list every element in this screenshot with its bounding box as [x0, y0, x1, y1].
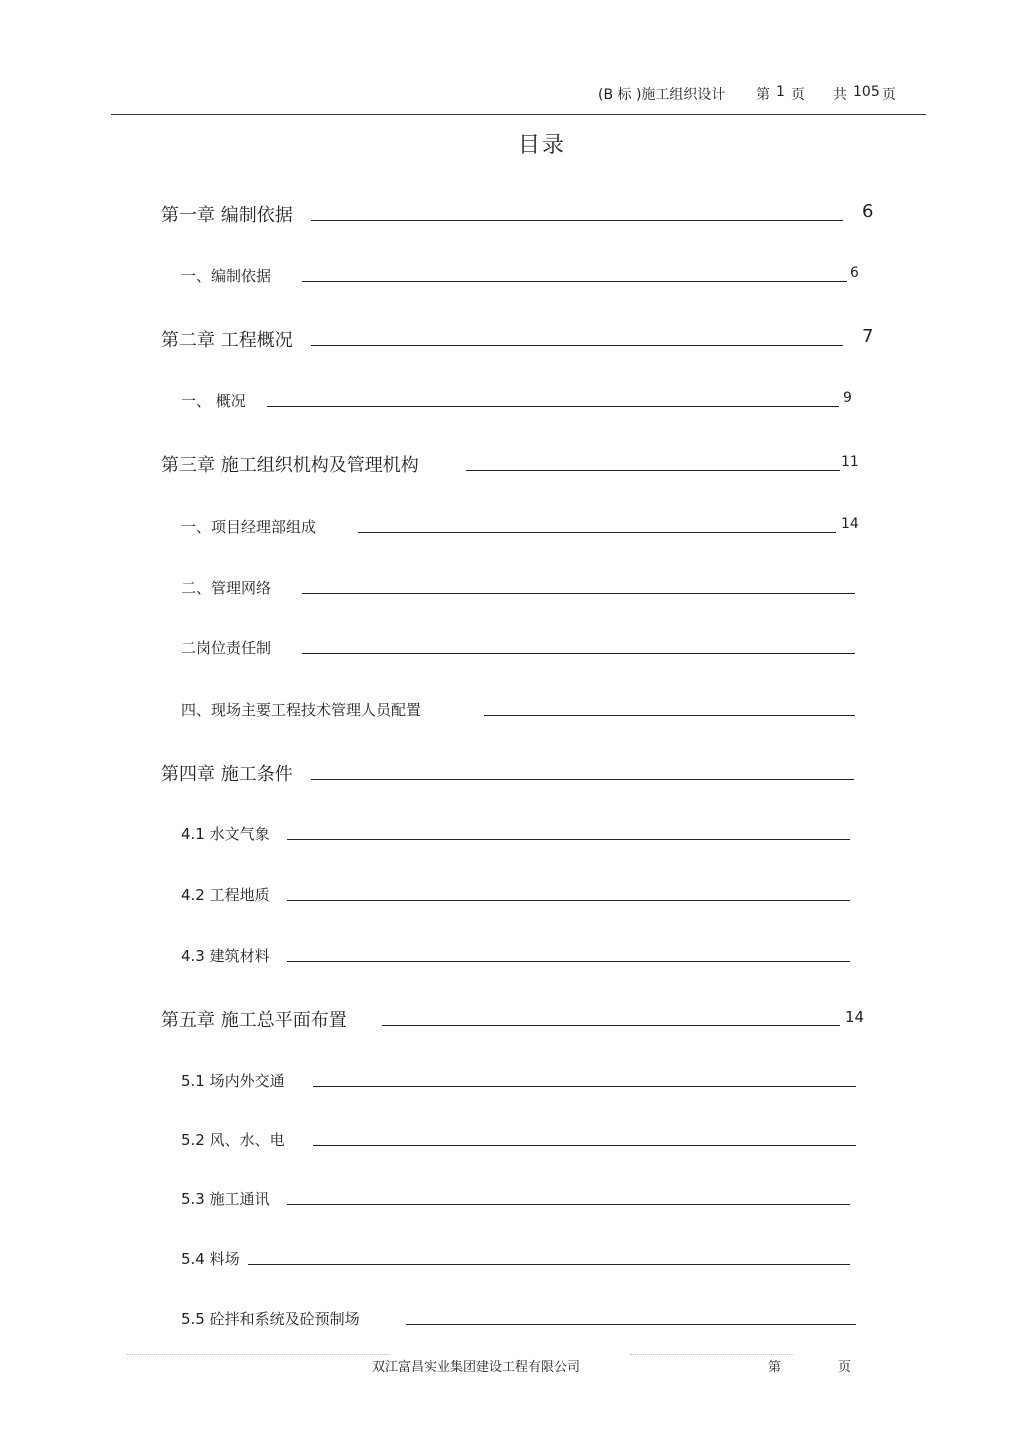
toc-leader-line	[287, 1204, 850, 1205]
page-title: 目录	[517, 133, 566, 158]
toc-entry-page: 9	[843, 390, 852, 406]
header-total-number: 105	[853, 84, 880, 100]
toc-leader-line	[302, 593, 855, 594]
toc-entry-label: 5.5 砼拌和系统及砼预制场	[181, 1310, 360, 1328]
toc-entry-label: 4.3 建筑材料	[181, 947, 270, 965]
toc-leader-line	[287, 900, 850, 901]
toc-entry-page: 7	[862, 326, 874, 347]
page-header	[0, 84, 1024, 106]
header-total-suffix: 页	[882, 87, 896, 103]
toc-entry-label: 二岗位责任制	[181, 639, 272, 657]
toc-leader-line	[248, 1264, 850, 1265]
toc-entry[interactable]	[0, 516, 1024, 546]
toc-entry-label: 一、项目经理部组成	[181, 518, 317, 536]
toc-entry-page: 14	[841, 516, 859, 532]
toc-entry-label: 四、现场主要工程技术管理人员配置	[181, 701, 422, 719]
toc-leader-line	[311, 345, 843, 346]
toc-entry[interactable]	[0, 760, 1024, 790]
toc-entry[interactable]	[0, 326, 1024, 356]
toc-entry[interactable]	[0, 451, 1024, 481]
toc-entry[interactable]	[0, 201, 1024, 231]
toc-leader-line	[406, 1324, 856, 1325]
toc-entry[interactable]	[0, 265, 1024, 295]
toc-leader-line	[466, 470, 840, 471]
toc-entry[interactable]	[0, 390, 1024, 420]
header-page-prefix: 第	[756, 87, 770, 103]
toc-entry-label: 第二章 工程概况	[161, 330, 293, 351]
header-divider	[111, 114, 926, 115]
toc-entry-label: 一、 概况	[181, 392, 246, 410]
footer-dotted-rule-right	[630, 1354, 794, 1355]
toc-leader-line	[484, 715, 855, 716]
toc-entry-page: 14	[845, 1008, 865, 1026]
toc-entry-label: 一、编制依据	[181, 267, 272, 285]
toc-entry-label: 4.1 水文气象	[181, 825, 270, 843]
footer-page-prefix: 第	[768, 1360, 782, 1375]
toc-entry-page: 11	[841, 454, 859, 470]
toc-leader-line	[311, 220, 843, 221]
toc-entry[interactable]	[0, 945, 1024, 975]
toc-leader-line	[287, 961, 850, 962]
footer-dotted-rule-left	[127, 1354, 389, 1355]
toc-entry-label: 第五章 施工总平面布置	[161, 1010, 347, 1031]
toc-entry[interactable]	[0, 823, 1024, 853]
header-page-suffix: 页	[791, 87, 805, 103]
toc-entry[interactable]	[0, 1308, 1024, 1338]
toc-entry[interactable]	[0, 884, 1024, 914]
header-page-number: 1	[776, 84, 785, 100]
toc-entry-label: 5.2 风、水、电	[181, 1131, 285, 1149]
toc-entry[interactable]	[0, 1248, 1024, 1278]
toc-leader-line	[302, 281, 847, 282]
toc-entry[interactable]	[0, 1129, 1024, 1159]
footer-page-suffix: 页	[838, 1360, 852, 1375]
toc-entry[interactable]	[0, 577, 1024, 607]
toc-leader-line	[287, 839, 850, 840]
toc-entry-label: 第三章 施工组织机构及管理机构	[161, 455, 419, 476]
toc-leader-line	[358, 532, 836, 533]
toc-entry[interactable]	[0, 637, 1024, 667]
toc-entry-label: 第一章 编制依据	[161, 205, 293, 226]
toc-entry-label: 5.4 料场	[181, 1250, 240, 1268]
header-total-prefix: 共	[833, 87, 847, 103]
toc-entry-label: 二、管理网络	[181, 579, 272, 597]
page-footer	[0, 1356, 1024, 1376]
toc-leader-line	[313, 1086, 856, 1087]
toc-leader-line	[313, 1145, 856, 1146]
footer-company-name: 双江富昌实业集团建设工程有限公司	[372, 1360, 581, 1375]
toc-entry-label: 5.1 场内外交通	[181, 1072, 285, 1090]
toc-leader-line	[267, 406, 839, 407]
toc-entry-label: 4.2 工程地质	[181, 886, 270, 904]
toc-entry-label: 5.3 施工通讯	[181, 1190, 270, 1208]
toc-entry[interactable]	[0, 1070, 1024, 1100]
toc-entry-page: 6	[862, 201, 874, 222]
toc-leader-line	[311, 779, 854, 780]
toc-entry-label: 第四章 施工条件	[161, 764, 293, 785]
header-doc-title: (B 标 )施工组织设计	[598, 87, 726, 103]
toc-entry[interactable]	[0, 699, 1024, 729]
toc-entry[interactable]	[0, 1006, 1024, 1036]
toc-entry-page: 6	[850, 265, 859, 281]
toc-entry[interactable]	[0, 1188, 1024, 1218]
toc-leader-line	[302, 653, 855, 654]
toc-leader-line	[382, 1025, 840, 1026]
